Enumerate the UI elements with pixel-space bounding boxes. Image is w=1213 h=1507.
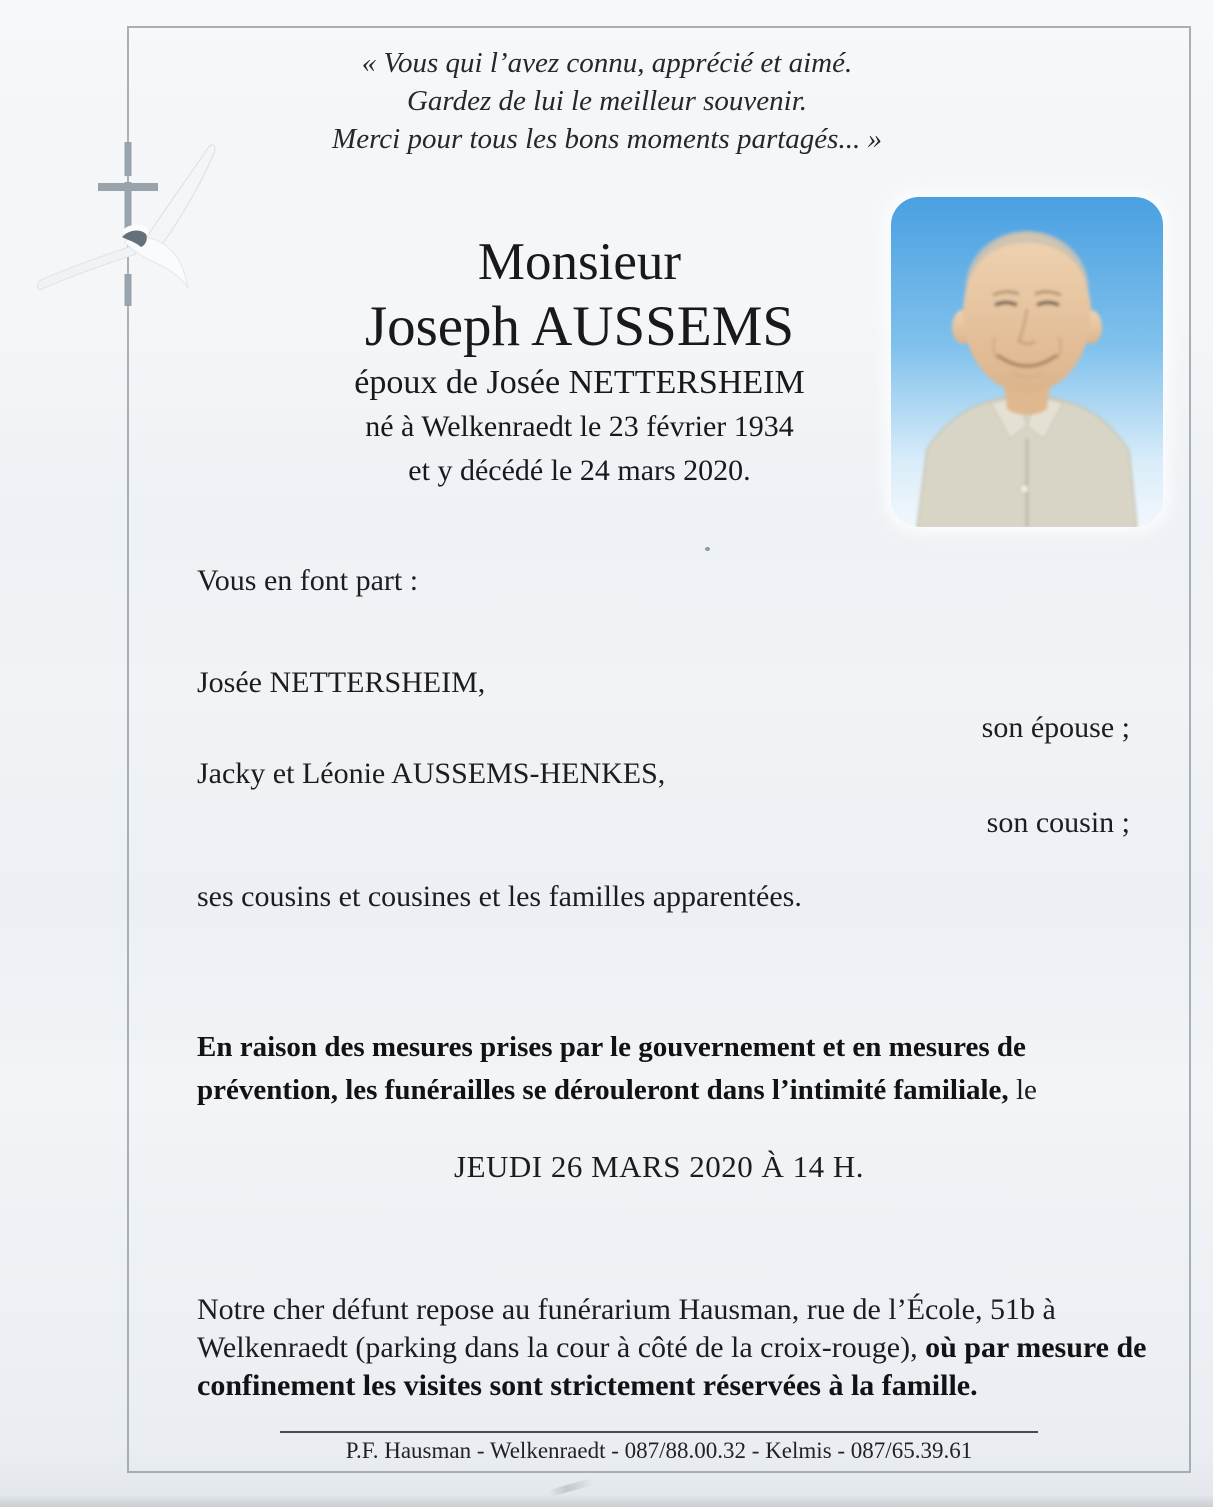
birth-line: né à Welkenraedt le 23 février 1934 bbox=[365, 410, 794, 443]
quote-line: « Vous qui l’avez connu, apprécié et aimé. bbox=[361, 47, 853, 79]
repose-bold: où par mesure de confinement les visites sont strictement réservées à la famille. bbox=[197, 1331, 1147, 1402]
covid-measures-paragraph bbox=[197, 1026, 1149, 1112]
deceased-title: Monsieur bbox=[477, 233, 682, 291]
relative-relation: son épouse ; bbox=[981, 711, 1130, 744]
repose-paragraph bbox=[197, 1291, 1149, 1405]
covid-measures-bold: En raison des mesures prises par le gouvernement et en mesures de prévention, les funérailles se dérouleront dans l’intimité familiale, bbox=[197, 1031, 1026, 1106]
relative-relation: son cousin ; bbox=[986, 806, 1130, 839]
covid-measures-normal: le bbox=[1008, 1074, 1037, 1106]
ceremony-date: JEUDI 26 MARS 2020 À 14 H. bbox=[454, 1149, 864, 1184]
repose-normal: Notre cher défunt repose au funérarium Hausman, rue de l’École, 51b à Welkenraedt (parking dans la cour à côté de la croix-rouge), bbox=[197, 1293, 1056, 1364]
funeral-home-contact: P.F. Hausman - Welkenraedt - 087/88.00.32 - Kelmis - 087/65.39.61 bbox=[345, 1438, 973, 1463]
intro-line: Vous en font part : bbox=[197, 564, 419, 597]
relative-name: Josée NETTERSHEIM, bbox=[197, 666, 486, 699]
quote-line: Merci pour tous les bons moments partagés... » bbox=[332, 123, 882, 155]
relative-name: Jacky et Léonie AUSSEMS-HENKES, bbox=[197, 757, 666, 790]
quote-line: Gardez de lui le meilleur souvenir. bbox=[406, 85, 808, 117]
deceased-name: Joseph AUSSEMS bbox=[364, 295, 795, 358]
memorial-quote bbox=[127, 44, 1087, 158]
footer-divider bbox=[280, 1431, 1038, 1433]
scan-artifact bbox=[548, 1478, 594, 1497]
families-line: ses cousins et cousines et les familles apparentées. bbox=[197, 880, 802, 913]
death-line: et y décédé le 24 mars 2020. bbox=[408, 454, 751, 487]
deceased-title-block bbox=[127, 232, 1032, 493]
scan-artifact bbox=[705, 547, 710, 551]
spouse-line: époux de Josée NETTERSHEIM bbox=[354, 364, 805, 401]
